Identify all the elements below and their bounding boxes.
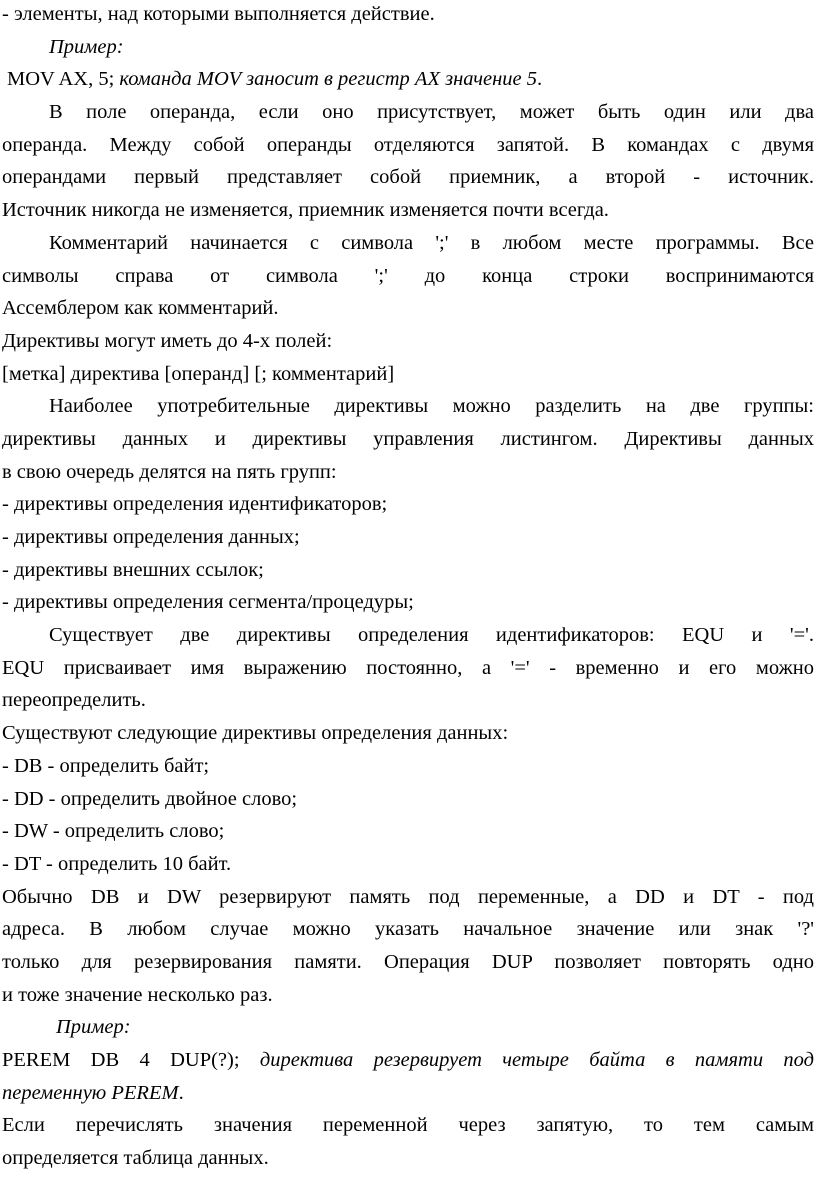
- code-example-line: [2, 1044, 814, 1077]
- paragraph-line: определяется таблица данных.: [2, 1147, 269, 1170]
- paragraph-line: символы справа от символа ';' до конца строки воспринимаются: [2, 264, 814, 287]
- list-item: - директивы внешних ссылок;: [2, 558, 264, 581]
- list-item: - DB - определить байт;: [2, 754, 210, 777]
- list-item: - директивы определения данных;: [2, 526, 300, 548]
- code-example-line: [2, 1077, 814, 1110]
- paragraph-line: в свою очередь делятся на пять групп:: [2, 460, 337, 483]
- code-text: PEREM DB 4 DUP(?);: [2, 1049, 240, 1071]
- paragraph-line: только для резервирования памяти. Операция DUP позволяет повторять одно: [2, 950, 814, 973]
- syntax-line: [метка] директива [операнд] [; комментарий]: [2, 362, 395, 385]
- paragraph-line: Источник никогда не изменяется, приемник изменяется почти всегда.: [2, 199, 609, 222]
- list-item: - директивы определения идентификаторов;: [2, 493, 388, 516]
- code-comment: директива резервирует четыре байта в памяти под: [259, 1049, 814, 1071]
- paragraph-line: Если перечислять значения переменной через запятую, то тем самым: [2, 1114, 814, 1137]
- code-comment: переменную PEREM: [2, 1081, 179, 1104]
- paragraph-line: адреса. В любом случае можно указать начальное значение или знак '?': [2, 918, 814, 941]
- paragraph-line: Директивы могут иметь до 4-х полей:: [2, 329, 333, 352]
- list-item: - директивы определения сегмента/процедуры;: [2, 591, 414, 614]
- text-line: - элементы, над которыми выполняется действие.: [2, 3, 435, 25]
- example-label: [2, 1011, 814, 1044]
- paragraph-line: и тоже значение несколько раз.: [2, 983, 273, 1006]
- example-label-text: Пример:: [56, 1016, 131, 1039]
- paragraph-line: Ассемблером как комментарий.: [2, 297, 279, 320]
- paragraph-line: Комментарий начинается с символа ';' в любом месте программы. Все: [49, 231, 814, 254]
- paragraph-line: директивы данных и директивы управления листингом. Директивы данных: [2, 427, 814, 450]
- paragraph-line: переопределить.: [2, 689, 146, 712]
- paragraph-line: Существует две директивы определения идентификаторов: EQU и '='.: [49, 624, 814, 647]
- code-example-line: [2, 63, 814, 96]
- paragraph-line: EQU присваивает имя выражению постоянно, а '=' - временно и его можно: [2, 656, 814, 679]
- list-item: - DD - определить двойное слово;: [2, 787, 298, 810]
- code-period: .: [178, 1081, 184, 1104]
- paragraph-line: Существуют следующие директивы определения данных:: [2, 722, 509, 745]
- paragraph-line: операндами первый представляет собой приемник, а второй - источник.: [2, 166, 814, 189]
- code-text: MOV AX, 5;: [7, 68, 115, 91]
- example-label: [2, 31, 814, 64]
- list-item: - DW - определить слово;: [2, 820, 225, 843]
- list-item: - DT - определить 10 байт.: [2, 852, 232, 875]
- paragraph-line: В поле операнда, если оно присутствует, может быть один или два: [49, 101, 814, 124]
- code-period: .: [537, 68, 543, 91]
- code-comment: команда MOV заносит в регистр AX значение 5: [119, 68, 538, 91]
- paragraph-line: операнда. Между собой операнды отделяются запятой. В командах с двумя: [2, 133, 814, 156]
- paragraph-line: Обычно DB и DW резервируют память под переменные, а DD и DT - под: [2, 885, 814, 908]
- paragraph-line: Наиболее употребительные директивы можно разделить на две группы:: [49, 395, 814, 418]
- example-label-text: Пример:: [49, 35, 124, 58]
